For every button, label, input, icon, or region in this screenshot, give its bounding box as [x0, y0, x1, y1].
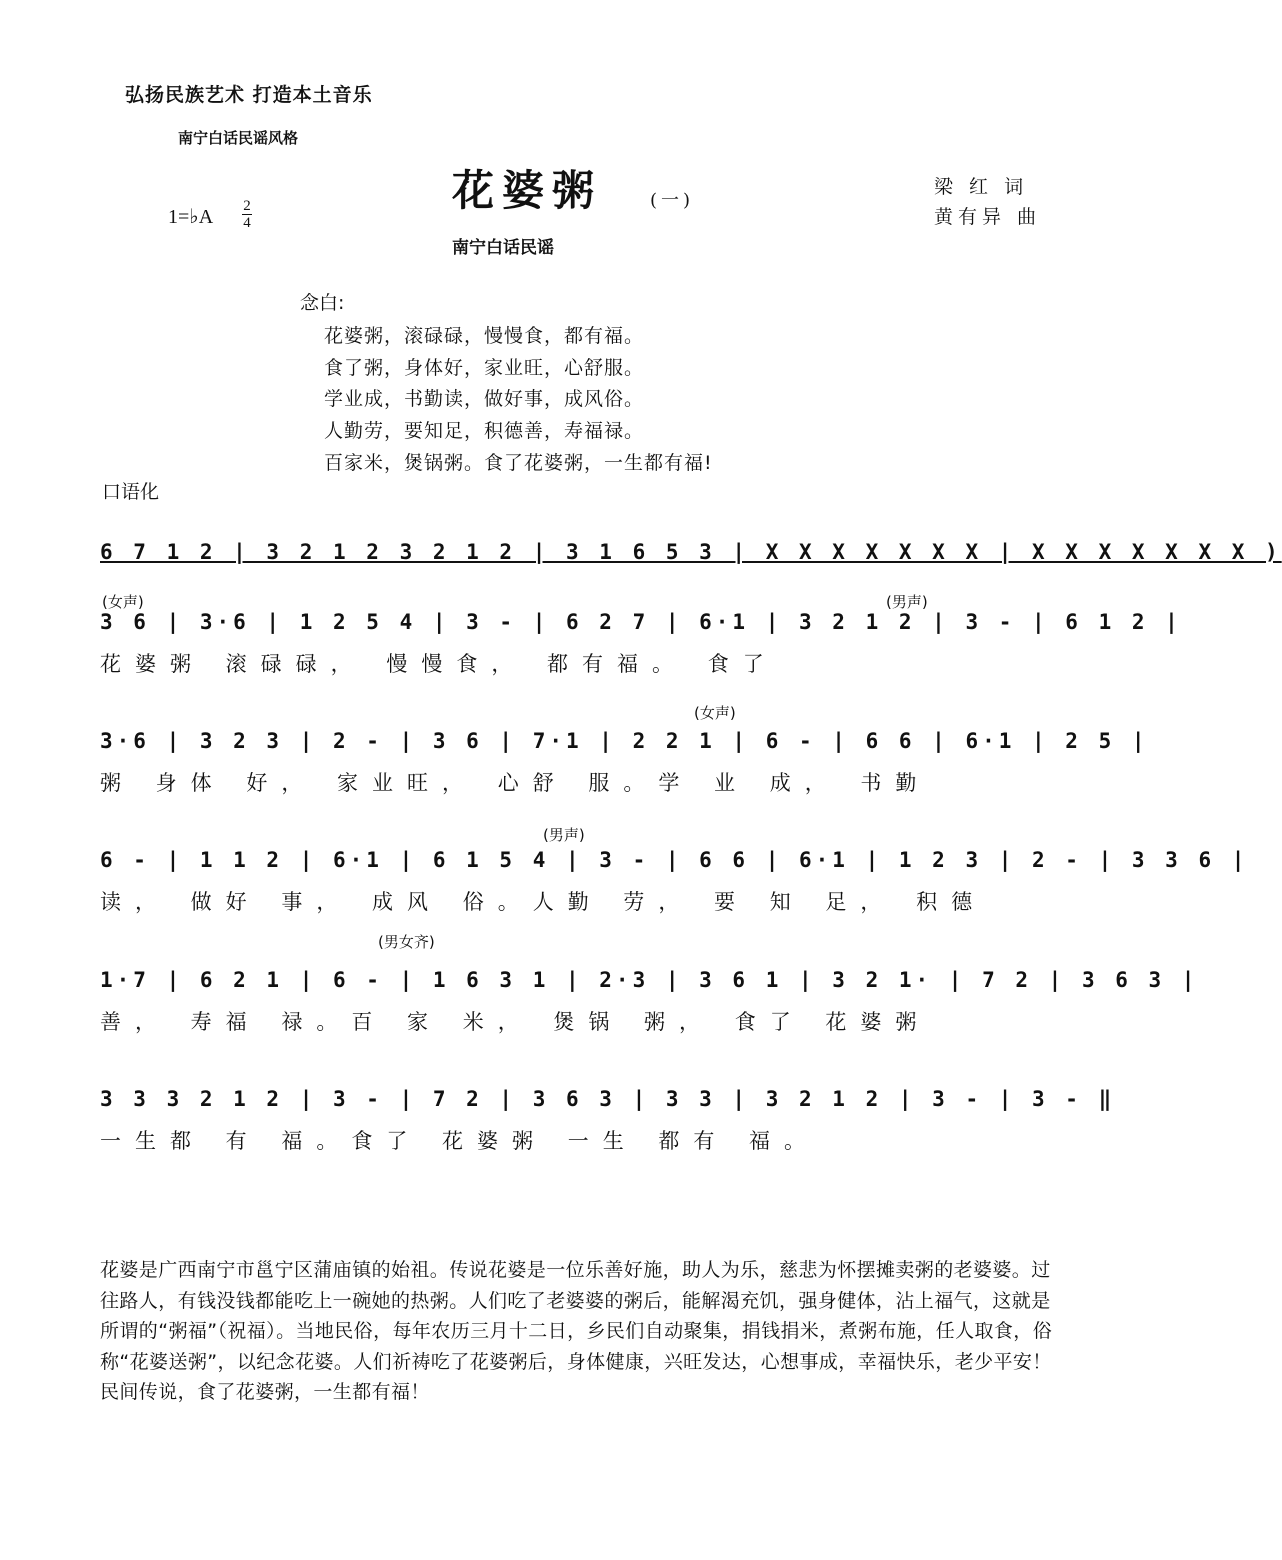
composer-credit: 黄有异 曲 [934, 206, 1042, 228]
row-lyrics: 粥 身体 好， 家业旺， 心舒 服。学 业 成， 书勤 [100, 771, 931, 795]
meter-top: 2 [243, 198, 251, 214]
voice-label: (女声) [694, 704, 736, 722]
oral-label: 口语化 [102, 481, 160, 503]
row-notes: 6 - | 1 1 2 | 6·1 | 6 1 5 4 | 3 - | 6 6 | 6·1 | 1 2 3 | 2 - | 3 3 6 | [100, 848, 1249, 872]
subtitle: 南宁白话民谣 [452, 238, 554, 258]
story-paragraph: 花婆是广西南宁市邕宁区蒲庙镇的始祖。传说花婆是一位乐善好施，助人为乐，慈悲为怀摆摊卖粥的老婆婆。过往路人，有钱没钱都能吃上一碗她的热粥。人们吃了老婆婆的粥后，能解渴充饥，强身健体，沾上福气，这就是所谓的“粥福”（祝福）。当地民俗，每年农历三月十二日，乡民们自动聚集，捐钱捐米，煮粥布施，任人取食，俗称“花婆送粥”，以纪念花婆。人们祈祷吃了花婆粥后，身体健康，兴旺发达，心想事成，幸福快乐，老少平安！民间传说，食了花婆粥，一生都有福！ [100, 1259, 1053, 1403]
intro-notes: 6 7 1 2 | 3 2 1 2 3 2 1 2 | 3 1 6 5 3 | X X X X X X X | X X X X X X X ) [100, 540, 1282, 564]
voice-label: (男声) [543, 826, 585, 844]
score-row [100, 610, 1182, 644]
recitation-line: 花婆粥，滚碌碌，慢慢食，都有福。 [324, 325, 645, 347]
key-signature: 1=♭A [168, 206, 214, 228]
slogan: 弘扬民族艺术 打造本土音乐 [125, 84, 373, 106]
song-title: 花婆粥 [452, 166, 603, 215]
time-signature [242, 198, 252, 231]
row-lyrics: 一生都 有 福。食了 花婆粥 一生 都有 福。 [100, 1129, 820, 1153]
score-row [100, 848, 1249, 882]
recitation-line: 食了粥，身体好，家业旺，心舒服。 [324, 357, 645, 379]
voice-label: (女声) [102, 593, 144, 611]
score-intro [100, 540, 1282, 574]
row-lyrics: 善， 寿福 禄。百 家 米， 煲锅 粥， 食了 花婆粥 [100, 1010, 931, 1034]
lyric-row [100, 648, 1000, 682]
score-row [100, 729, 1149, 763]
score-row [100, 968, 1199, 1002]
recitation-line: 百家米，煲锅粥。食了花婆粥，一生都有福! [324, 452, 713, 474]
recitation-label: 念白: [300, 292, 345, 314]
lyric-row [100, 886, 1000, 920]
row-notes: 3·6 | 3 2 3 | 2 - | 3 6 | 7·1 | 2 2 1 | 6 - | 6 6 | 6·1 | 2 5 | [100, 729, 1149, 753]
title-suffix: (一) [650, 190, 695, 211]
recitation-line: 人勤劳，要知足，积德善，寿福禄。 [324, 420, 645, 442]
row-lyrics: 读， 做好 事， 成风 俗。人勤 劳， 要 知 足， 积德 [100, 890, 987, 914]
row-lyrics: 花婆粥 滚碌碌， 慢慢食， 都有福。 食了 [100, 652, 778, 676]
row-notes: 1·7 | 6 2 1 | 6 - | 1 6 3 1 | 2·3 | 3 6 1 | 3 2 1· | 7 2 | 3 6 3 | [100, 968, 1199, 992]
voice-label: (男女齐) [378, 933, 435, 951]
style-label: 南宁白话民谣风格 [178, 129, 299, 147]
meter-bottom: 4 [243, 215, 251, 231]
lyricist-credit: 梁 红 词 [934, 176, 1029, 198]
row-notes: 3 3 3 2 1 2 | 3 - | 7 2 | 3 6 3 | 3 3 | 3 2 1 2 | 3 - | 3 - ‖ [100, 1087, 1116, 1111]
lyric-row [100, 767, 1000, 801]
lyric-row [100, 1006, 1000, 1040]
score-row [100, 1087, 1116, 1121]
voice-label: (男声) [886, 593, 928, 611]
recitation-line: 学业成，书勤读，做好事，成风俗。 [324, 388, 645, 410]
lyric-row [100, 1125, 1000, 1159]
row-notes: 3 6 | 3·6 | 1 2 5 4 | 3 - | 6 2 7 | 6·1 | 3 2 1 2 | 3 - | 6 1 2 | [100, 610, 1182, 634]
